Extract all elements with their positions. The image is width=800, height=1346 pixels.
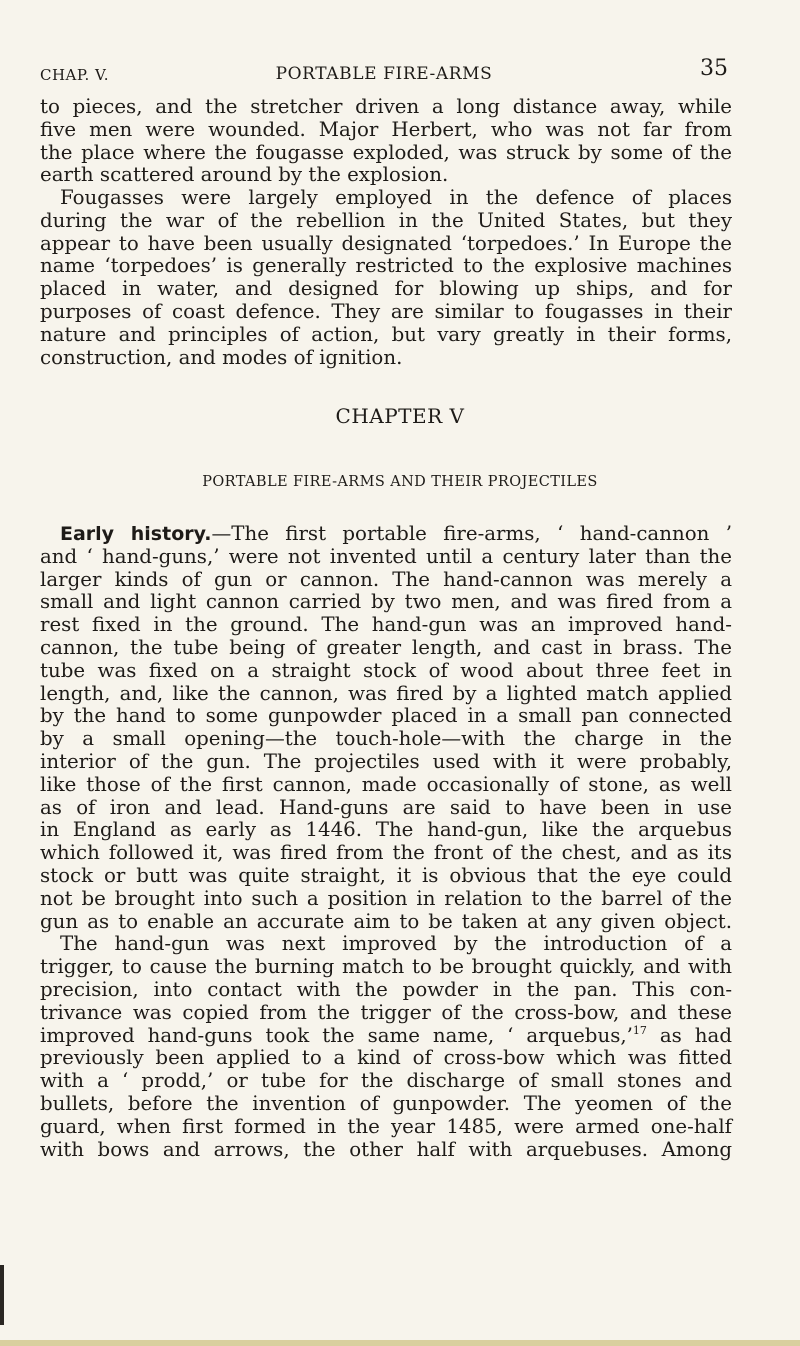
chapter-subheading: PORTABLE FIRE-ARMS AND THEIR PROJECTILES: [202, 474, 598, 490]
text-line: construction, and modes of ignition.: [40, 345, 403, 369]
text-line: trigger, to cause the burning match to be brought quickly, and with: [40, 955, 732, 979]
text-line-with-footnote: [40, 1025, 732, 1048]
text-line: which followed it, was fired from the front of the chest, and as its: [40, 841, 732, 865]
text-line: five men were wounded. Major Herbert, who was not far from: [40, 117, 732, 141]
text-line: tube was fixed on a straight stock of wood about three feet in: [40, 658, 732, 682]
text-line: small and light cannon carried by two men, and was fired from a: [40, 590, 732, 614]
page-number: 35: [700, 56, 728, 81]
text-line: not be brought into such a position in relation to the barrel of the: [40, 886, 732, 910]
text-line: purposes of coast defence. They are similar to fougasses in their: [40, 299, 732, 323]
footnote-reference: 17: [632, 1023, 647, 1037]
text-line: by a small opening—the touch-hole—with the charge in the: [40, 727, 732, 751]
text-line: larger kinds of gun or cannon. The hand-cannon was merely a: [40, 567, 732, 591]
text-line: appear to have been usually designated ‘torpedoes.’ In Europe the: [40, 231, 732, 255]
text-line: interior of the gun. The projectiles used with it were probably,: [40, 749, 732, 773]
text-line: The hand-gun was next improved by the introduction of a: [60, 932, 732, 956]
text-line: rest fixed in the ground. The hand-gun was an improved hand-: [40, 613, 732, 637]
text-line: gun as to enable an accurate aim to be taken at any given object.: [40, 909, 732, 933]
text-line: guard, when first formed in the year 1485, were armed one-half: [40, 1114, 732, 1138]
text-line-sidehead: [40, 523, 732, 546]
running-title: PORTABLE FIRE-ARMS: [275, 64, 493, 84]
binding-edge-mark: [0, 1265, 4, 1325]
text-line: the place where the fougasse exploded, was struck by some of the: [40, 140, 732, 164]
paragraph-fougasse-explosion: [40, 96, 732, 187]
text-line: to pieces, and the stretcher driven a long distance away, while: [40, 95, 732, 118]
text-line: nature and principles of action, but vary greatly in their forms,: [40, 322, 732, 346]
page-bottom-edge: [0, 1340, 800, 1346]
text-line: by the hand to some gunpowder placed in a small pan connected: [40, 704, 732, 728]
text-line: trivance was copied from the trigger of the cross-bow, and these: [40, 1000, 732, 1024]
text-span: as had: [646, 1023, 732, 1047]
text-line: bullets, before the invention of gunpowder. The yeomen of the: [40, 1091, 732, 1115]
text-line: placed in water, and designed for blowing up ships, and for: [40, 277, 732, 301]
text-line: as of iron and lead. Hand-guns are said to have been in use: [40, 795, 732, 819]
paragraph-early-history: [40, 523, 732, 1161]
paragraph-fougasses-torpedoes: [40, 187, 732, 369]
text-line: with bows and arrows, the other half with arquebuses. Among: [40, 1137, 732, 1161]
text-line: name ‘torpedoes’ is generally restricted to the explosive machines: [40, 254, 732, 278]
running-head: [40, 56, 728, 88]
text-line: with a ‘ prodd,’ or tube for the discharge of small stones and: [40, 1069, 732, 1093]
chapter-heading: CHAPTER V: [335, 404, 465, 428]
text-line: earth scattered around by the explosion.: [40, 163, 449, 187]
text-line: precision, into contact with the powder in the pan. This con-: [40, 977, 732, 1001]
text-line: stock or butt was quite straight, it is obvious that the eye could: [40, 863, 732, 887]
text-span: improved hand-guns took the same name, ‘ arquebus,’: [40, 1023, 633, 1047]
text-line: like those of the first cannon, made occasionally of stone, as well: [40, 772, 732, 796]
text-line: length, and, like the cannon, was fired by a lighted match applied: [40, 681, 732, 705]
text-line: and ‘ hand-guns,’ were not invented until a century later than the: [40, 544, 732, 568]
text-line: cannon, the tube being of greater length, and cast in brass. The: [40, 635, 732, 659]
text-line: in England as early as 1446. The hand-gun, like the arquebus: [40, 818, 732, 842]
text-span: —The first portable fire-arms, ‘ hand-cannon ’: [211, 522, 732, 545]
text-line: previously been applied to a kind of cross-bow which was fitted: [40, 1046, 732, 1070]
section-sidehead: Early history.: [60, 523, 212, 545]
chapter-marker: CHAP. V.: [40, 66, 109, 84]
text-line: during the war of the rebellion in the United States, but they: [40, 208, 732, 232]
text-line: Fougasses were largely employed in the defence of places: [60, 186, 732, 209]
